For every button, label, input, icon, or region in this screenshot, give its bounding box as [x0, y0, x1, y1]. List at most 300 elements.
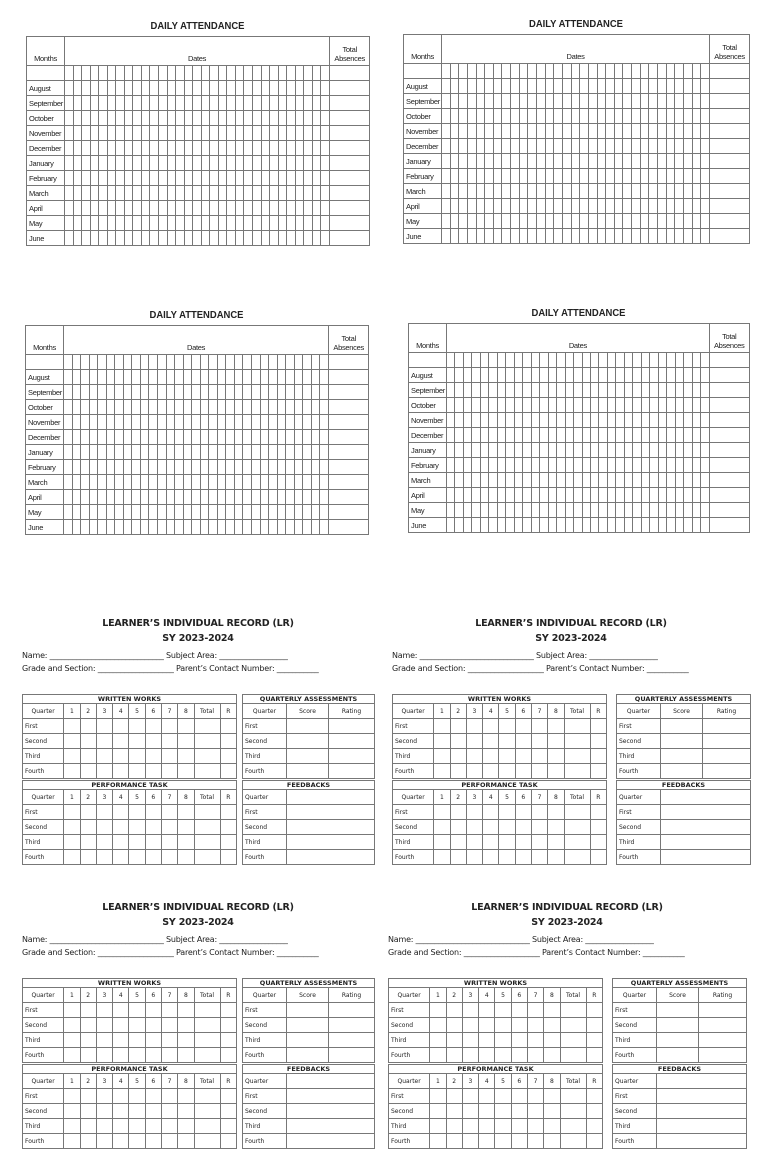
attendance-cell[interactable] [167, 126, 176, 141]
score-cell[interactable] [586, 1018, 602, 1033]
attendance-cell[interactable] [523, 488, 531, 503]
attendance-cell[interactable] [463, 458, 471, 473]
attendance-cell[interactable] [467, 214, 476, 229]
attendance-cell[interactable] [588, 139, 597, 154]
attendance-cell[interactable] [701, 413, 710, 428]
attendance-cell[interactable] [123, 460, 132, 475]
attendance-cell[interactable] [82, 171, 91, 186]
attendance-cell[interactable] [124, 171, 133, 186]
attendance-cell[interactable] [149, 505, 158, 520]
score-cell[interactable] [515, 835, 531, 850]
attendance-cell[interactable] [571, 214, 580, 229]
attendance-cell[interactable] [269, 490, 278, 505]
attendance-cell[interactable] [99, 96, 108, 111]
attendance-cell[interactable] [548, 398, 556, 413]
score-cell[interactable] [479, 1003, 495, 1018]
attendance-cell[interactable] [321, 171, 330, 186]
attendance-cell[interactable] [531, 383, 539, 398]
attendance-cell[interactable] [311, 370, 320, 385]
attendance-cell[interactable] [633, 413, 641, 428]
attendance-cell[interactable] [599, 473, 607, 488]
attendance-cell[interactable] [227, 81, 236, 96]
attendance-cell[interactable] [253, 156, 262, 171]
attendance-cell[interactable] [107, 216, 116, 231]
score-cell[interactable] [178, 1134, 194, 1149]
attendance-cell[interactable] [166, 505, 175, 520]
score-cell[interactable] [495, 1104, 511, 1119]
score-cell[interactable] [515, 764, 531, 779]
attendance-cell[interactable] [150, 141, 159, 156]
attendance-cell[interactable] [692, 109, 701, 124]
score-cell[interactable] [483, 749, 499, 764]
attendance-cell[interactable] [633, 518, 641, 533]
attendance-cell[interactable] [675, 154, 684, 169]
attendance-cell[interactable] [166, 385, 175, 400]
attendance-cell[interactable] [132, 520, 141, 535]
attendance-cell[interactable] [158, 520, 167, 535]
attendance-cell[interactable] [107, 156, 116, 171]
attendance-cell[interactable] [463, 443, 471, 458]
attendance-cell[interactable] [201, 216, 210, 231]
score-cell[interactable] [161, 1089, 177, 1104]
attendance-cell[interactable] [450, 169, 459, 184]
attendance-cell[interactable] [287, 201, 296, 216]
attendance-cell[interactable] [81, 370, 90, 385]
attendance-cell[interactable] [489, 398, 497, 413]
attendance-cell[interactable] [175, 370, 184, 385]
attendance-cell[interactable] [287, 156, 296, 171]
attendance-cell[interactable] [485, 124, 494, 139]
attendance-cell[interactable] [303, 430, 312, 445]
attendance-cell[interactable] [140, 520, 149, 535]
attendance-cell[interactable] [650, 503, 658, 518]
attendance-cell[interactable] [599, 443, 607, 458]
score-cell[interactable] [590, 764, 606, 779]
attendance-cell[interactable] [183, 370, 192, 385]
attendance-cell[interactable] [701, 94, 710, 109]
attendance-cell[interactable] [599, 428, 607, 443]
attendance-cell[interactable] [269, 385, 278, 400]
attendance-cell[interactable] [210, 81, 219, 96]
attendance-cell[interactable] [150, 201, 159, 216]
score-cell[interactable] [462, 1089, 478, 1104]
attendance-cell[interactable] [89, 460, 98, 475]
attendance-cell[interactable] [658, 229, 667, 244]
attendance-cell[interactable] [90, 96, 99, 111]
attendance-cell[interactable] [675, 368, 683, 383]
attendance-cell[interactable] [450, 199, 459, 214]
attendance-cell[interactable] [312, 216, 321, 231]
attendance-cell[interactable] [193, 96, 202, 111]
attendance-cell[interactable] [489, 383, 497, 398]
attendance-cell[interactable] [73, 201, 82, 216]
attendance-cell[interactable] [217, 430, 226, 445]
attendance-cell[interactable] [167, 141, 176, 156]
attendance-cell[interactable] [73, 111, 82, 126]
attendance-cell[interactable] [287, 96, 296, 111]
score-cell[interactable] [113, 749, 129, 764]
score-cell[interactable] [479, 1089, 495, 1104]
score-cell[interactable] [178, 850, 194, 865]
attendance-cell[interactable] [304, 186, 313, 201]
attendance-cell[interactable] [675, 488, 683, 503]
attendance-cell[interactable] [582, 398, 590, 413]
feedback-cell[interactable] [287, 835, 375, 850]
attendance-cell[interactable] [557, 473, 565, 488]
attendance-cell[interactable] [227, 96, 236, 111]
score-cell[interactable] [495, 1018, 511, 1033]
attendance-cell[interactable] [650, 413, 658, 428]
attendance-cell[interactable] [472, 503, 480, 518]
attendance-cell[interactable] [557, 458, 565, 473]
attendance-cell[interactable] [330, 141, 370, 156]
attendance-cell[interactable] [683, 184, 692, 199]
attendance-cell[interactable] [675, 383, 683, 398]
score-cell[interactable] [483, 805, 499, 820]
attendance-cell[interactable] [590, 503, 598, 518]
attendance-cell[interactable] [115, 385, 124, 400]
score-cell[interactable] [531, 835, 547, 850]
attendance-cell[interactable] [217, 370, 226, 385]
attendance-cell[interactable] [227, 231, 236, 246]
attendance-cell[interactable] [623, 109, 632, 124]
attendance-cell[interactable] [692, 229, 701, 244]
attendance-cell[interactable] [683, 199, 692, 214]
attendance-cell[interactable] [176, 171, 185, 186]
attendance-cell[interactable] [684, 398, 692, 413]
attendance-cell[interactable] [116, 126, 125, 141]
attendance-cell[interactable] [252, 400, 261, 415]
attendance-cell[interactable] [72, 400, 81, 415]
attendance-cell[interactable] [226, 370, 235, 385]
attendance-cell[interactable] [641, 383, 649, 398]
score-cell[interactable] [113, 820, 129, 835]
attendance-cell[interactable] [548, 413, 556, 428]
attendance-cell[interactable] [574, 428, 582, 443]
attendance-cell[interactable] [528, 229, 537, 244]
score-cell[interactable] [560, 1104, 586, 1119]
attendance-cell[interactable] [472, 473, 480, 488]
attendance-cell[interactable] [684, 458, 692, 473]
attendance-cell[interactable] [493, 79, 502, 94]
attendance-cell[interactable] [141, 156, 150, 171]
attendance-cell[interactable] [658, 139, 667, 154]
attendance-cell[interactable] [184, 231, 193, 246]
attendance-cell[interactable] [72, 370, 81, 385]
score-cell[interactable] [80, 835, 96, 850]
attendance-cell[interactable] [166, 370, 175, 385]
feedback-cell[interactable] [287, 1104, 375, 1119]
attendance-cell[interactable] [519, 94, 528, 109]
score-cell[interactable] [145, 1104, 161, 1119]
attendance-cell[interactable] [562, 94, 571, 109]
attendance-cell[interactable] [447, 428, 455, 443]
attendance-cell[interactable] [523, 428, 531, 443]
attendance-cell[interactable] [658, 184, 667, 199]
score-cell[interactable] [161, 1119, 177, 1134]
score-cell[interactable] [544, 1033, 560, 1048]
attendance-cell[interactable] [167, 111, 176, 126]
attendance-cell[interactable] [116, 156, 125, 171]
attendance-cell[interactable] [582, 413, 590, 428]
attendance-cell[interactable] [540, 398, 548, 413]
attendance-cell[interactable] [606, 79, 615, 94]
attendance-cell[interactable] [304, 81, 313, 96]
attendance-cell[interactable] [493, 214, 502, 229]
attendance-cell[interactable] [89, 520, 98, 535]
attendance-cell[interactable] [692, 428, 700, 443]
attendance-cell[interactable] [278, 96, 287, 111]
attendance-cell[interactable] [175, 445, 184, 460]
attendance-cell[interactable] [590, 398, 598, 413]
name-subject-line[interactable]: Name: ______________________________ Subject Area: __________________ [388, 935, 654, 944]
attendance-cell[interactable] [150, 216, 159, 231]
attendance-cell[interactable] [81, 430, 90, 445]
attendance-cell[interactable] [574, 383, 582, 398]
attendance-cell[interactable] [467, 94, 476, 109]
attendance-cell[interactable] [193, 186, 202, 201]
attendance-cell[interactable] [124, 186, 133, 201]
attendance-cell[interactable] [485, 169, 494, 184]
attendance-cell[interactable] [537, 169, 546, 184]
attendance-cell[interactable] [158, 430, 167, 445]
score-cell[interactable] [220, 1033, 236, 1048]
attendance-cell[interactable] [667, 368, 675, 383]
attendance-cell[interactable] [667, 473, 675, 488]
attendance-cell[interactable] [234, 415, 243, 430]
attendance-cell[interactable] [64, 475, 73, 490]
attendance-cell[interactable] [81, 400, 90, 415]
attendance-cell[interactable] [200, 445, 209, 460]
feedback-cell[interactable] [661, 850, 751, 865]
attendance-cell[interactable] [261, 111, 270, 126]
score-cell[interactable] [564, 734, 590, 749]
score-cell[interactable] [466, 749, 482, 764]
attendance-cell[interactable] [623, 154, 632, 169]
attendance-cell[interactable] [226, 445, 235, 460]
attendance-cell[interactable] [277, 490, 286, 505]
attendance-cell[interactable] [666, 109, 675, 124]
score-cell[interactable] [161, 1134, 177, 1149]
attendance-cell[interactable] [554, 199, 563, 214]
score-cell[interactable] [450, 764, 466, 779]
name-subject-line[interactable]: Name: ______________________________ Subject Area: __________________ [392, 651, 658, 660]
score-cell[interactable] [220, 1134, 236, 1149]
attendance-cell[interactable] [528, 124, 537, 139]
attendance-cell[interactable] [149, 385, 158, 400]
attendance-cell[interactable] [175, 400, 184, 415]
attendance-cell[interactable] [476, 184, 485, 199]
attendance-cell[interactable] [701, 169, 710, 184]
attendance-cell[interactable] [269, 400, 278, 415]
attendance-cell[interactable] [463, 518, 471, 533]
score-cell[interactable] [161, 1003, 177, 1018]
attendance-cell[interactable] [106, 430, 115, 445]
attendance-cell[interactable] [107, 186, 116, 201]
attendance-cell[interactable] [692, 199, 701, 214]
attendance-cell[interactable] [493, 229, 502, 244]
attendance-cell[interactable] [184, 216, 193, 231]
score-cell[interactable] [430, 1033, 446, 1048]
attendance-cell[interactable] [311, 505, 320, 520]
score-cell[interactable] [531, 805, 547, 820]
score-cell[interactable] [220, 1104, 236, 1119]
attendance-cell[interactable] [523, 443, 531, 458]
attendance-cell[interactable] [320, 400, 329, 415]
attendance-cell[interactable] [149, 445, 158, 460]
score-cell[interactable] [446, 1089, 462, 1104]
attendance-cell[interactable] [141, 126, 150, 141]
attendance-cell[interactable] [141, 216, 150, 231]
attendance-cell[interactable] [124, 126, 133, 141]
attendance-cell[interactable] [675, 229, 684, 244]
attendance-cell[interactable] [701, 443, 710, 458]
score-cell[interactable] [80, 805, 96, 820]
attendance-cell[interactable] [684, 488, 692, 503]
attendance-cell[interactable] [675, 398, 683, 413]
attendance-cell[interactable] [692, 94, 701, 109]
attendance-cell[interactable] [295, 111, 304, 126]
attendance-cell[interactable] [597, 109, 606, 124]
score-cell[interactable] [527, 1119, 543, 1134]
attendance-cell[interactable] [123, 520, 132, 535]
attendance-cell[interactable] [210, 201, 219, 216]
score-cell[interactable] [178, 805, 194, 820]
attendance-cell[interactable] [72, 520, 81, 535]
attendance-cell[interactable] [73, 156, 82, 171]
score-cell[interactable] [113, 734, 129, 749]
score-cell[interactable] [548, 805, 564, 820]
attendance-cell[interactable] [243, 385, 252, 400]
score-cell[interactable] [560, 1089, 586, 1104]
attendance-cell[interactable] [82, 216, 91, 231]
attendance-cell[interactable] [485, 79, 494, 94]
attendance-cell[interactable] [82, 186, 91, 201]
score-cell[interactable] [560, 1003, 586, 1018]
attendance-cell[interactable] [480, 413, 488, 428]
attendance-cell[interactable] [330, 81, 370, 96]
attendance-cell[interactable] [193, 216, 202, 231]
attendance-cell[interactable] [277, 445, 286, 460]
attendance-cell[interactable] [217, 385, 226, 400]
score-cell[interactable] [657, 1033, 699, 1048]
attendance-cell[interactable] [548, 473, 556, 488]
attendance-cell[interactable] [132, 415, 141, 430]
attendance-cell[interactable] [497, 383, 505, 398]
attendance-cell[interactable] [321, 201, 330, 216]
feedback-cell[interactable] [657, 1119, 747, 1134]
attendance-cell[interactable] [303, 385, 312, 400]
attendance-cell[interactable] [253, 81, 262, 96]
attendance-cell[interactable] [497, 473, 505, 488]
score-cell[interactable] [479, 1033, 495, 1048]
attendance-cell[interactable] [200, 415, 209, 430]
attendance-cell[interactable] [82, 231, 91, 246]
attendance-cell[interactable] [217, 415, 226, 430]
attendance-cell[interactable] [192, 430, 201, 445]
attendance-cell[interactable] [459, 199, 468, 214]
attendance-cell[interactable] [192, 475, 201, 490]
attendance-cell[interactable] [658, 503, 666, 518]
attendance-cell[interactable] [183, 475, 192, 490]
attendance-cell[interactable] [82, 156, 91, 171]
attendance-cell[interactable] [633, 383, 641, 398]
score-cell[interactable] [446, 1048, 462, 1063]
feedback-cell[interactable] [661, 790, 751, 805]
score-cell[interactable] [531, 850, 547, 865]
attendance-cell[interactable] [710, 184, 750, 199]
score-cell[interactable] [64, 850, 80, 865]
attendance-cell[interactable] [633, 488, 641, 503]
attendance-cell[interactable] [701, 199, 710, 214]
attendance-cell[interactable] [253, 126, 262, 141]
attendance-cell[interactable] [514, 398, 522, 413]
attendance-cell[interactable] [616, 488, 624, 503]
attendance-cell[interactable] [244, 141, 253, 156]
attendance-cell[interactable] [574, 488, 582, 503]
attendance-cell[interactable] [107, 141, 116, 156]
attendance-cell[interactable] [607, 503, 615, 518]
attendance-cell[interactable] [502, 94, 511, 109]
attendance-cell[interactable] [132, 475, 141, 490]
attendance-cell[interactable] [582, 458, 590, 473]
attendance-cell[interactable] [311, 460, 320, 475]
attendance-cell[interactable] [455, 398, 463, 413]
attendance-cell[interactable] [472, 398, 480, 413]
attendance-cell[interactable] [519, 139, 528, 154]
score-cell[interactable] [129, 835, 145, 850]
attendance-cell[interactable] [590, 458, 598, 473]
attendance-cell[interactable] [183, 460, 192, 475]
attendance-cell[interactable] [545, 154, 554, 169]
score-cell[interactable] [483, 764, 499, 779]
attendance-cell[interactable] [200, 505, 209, 520]
score-cell[interactable] [145, 1048, 161, 1063]
attendance-cell[interactable] [200, 475, 209, 490]
attendance-cell[interactable] [184, 126, 193, 141]
attendance-cell[interactable] [537, 79, 546, 94]
attendance-cell[interactable] [675, 94, 684, 109]
attendance-cell[interactable] [459, 229, 468, 244]
attendance-cell[interactable] [116, 141, 125, 156]
score-cell[interactable] [657, 1048, 699, 1063]
attendance-cell[interactable] [294, 445, 303, 460]
attendance-cell[interactable] [701, 184, 710, 199]
attendance-cell[interactable] [132, 460, 141, 475]
attendance-cell[interactable] [244, 111, 253, 126]
attendance-cell[interactable] [692, 488, 700, 503]
score-cell[interactable] [483, 835, 499, 850]
attendance-cell[interactable] [582, 383, 590, 398]
feedback-cell[interactable] [661, 805, 751, 820]
attendance-cell[interactable] [514, 473, 522, 488]
score-cell[interactable] [178, 734, 194, 749]
attendance-cell[interactable] [183, 385, 192, 400]
attendance-cell[interactable] [304, 141, 313, 156]
attendance-cell[interactable] [184, 201, 193, 216]
attendance-cell[interactable] [320, 385, 329, 400]
attendance-cell[interactable] [675, 473, 683, 488]
score-cell[interactable] [113, 1134, 129, 1149]
attendance-cell[interactable] [192, 370, 201, 385]
attendance-cell[interactable] [459, 139, 468, 154]
score-cell[interactable] [80, 1018, 96, 1033]
attendance-cell[interactable] [590, 368, 598, 383]
attendance-cell[interactable] [641, 458, 649, 473]
score-cell[interactable] [661, 749, 703, 764]
attendance-cell[interactable] [614, 79, 623, 94]
attendance-cell[interactable] [175, 505, 184, 520]
